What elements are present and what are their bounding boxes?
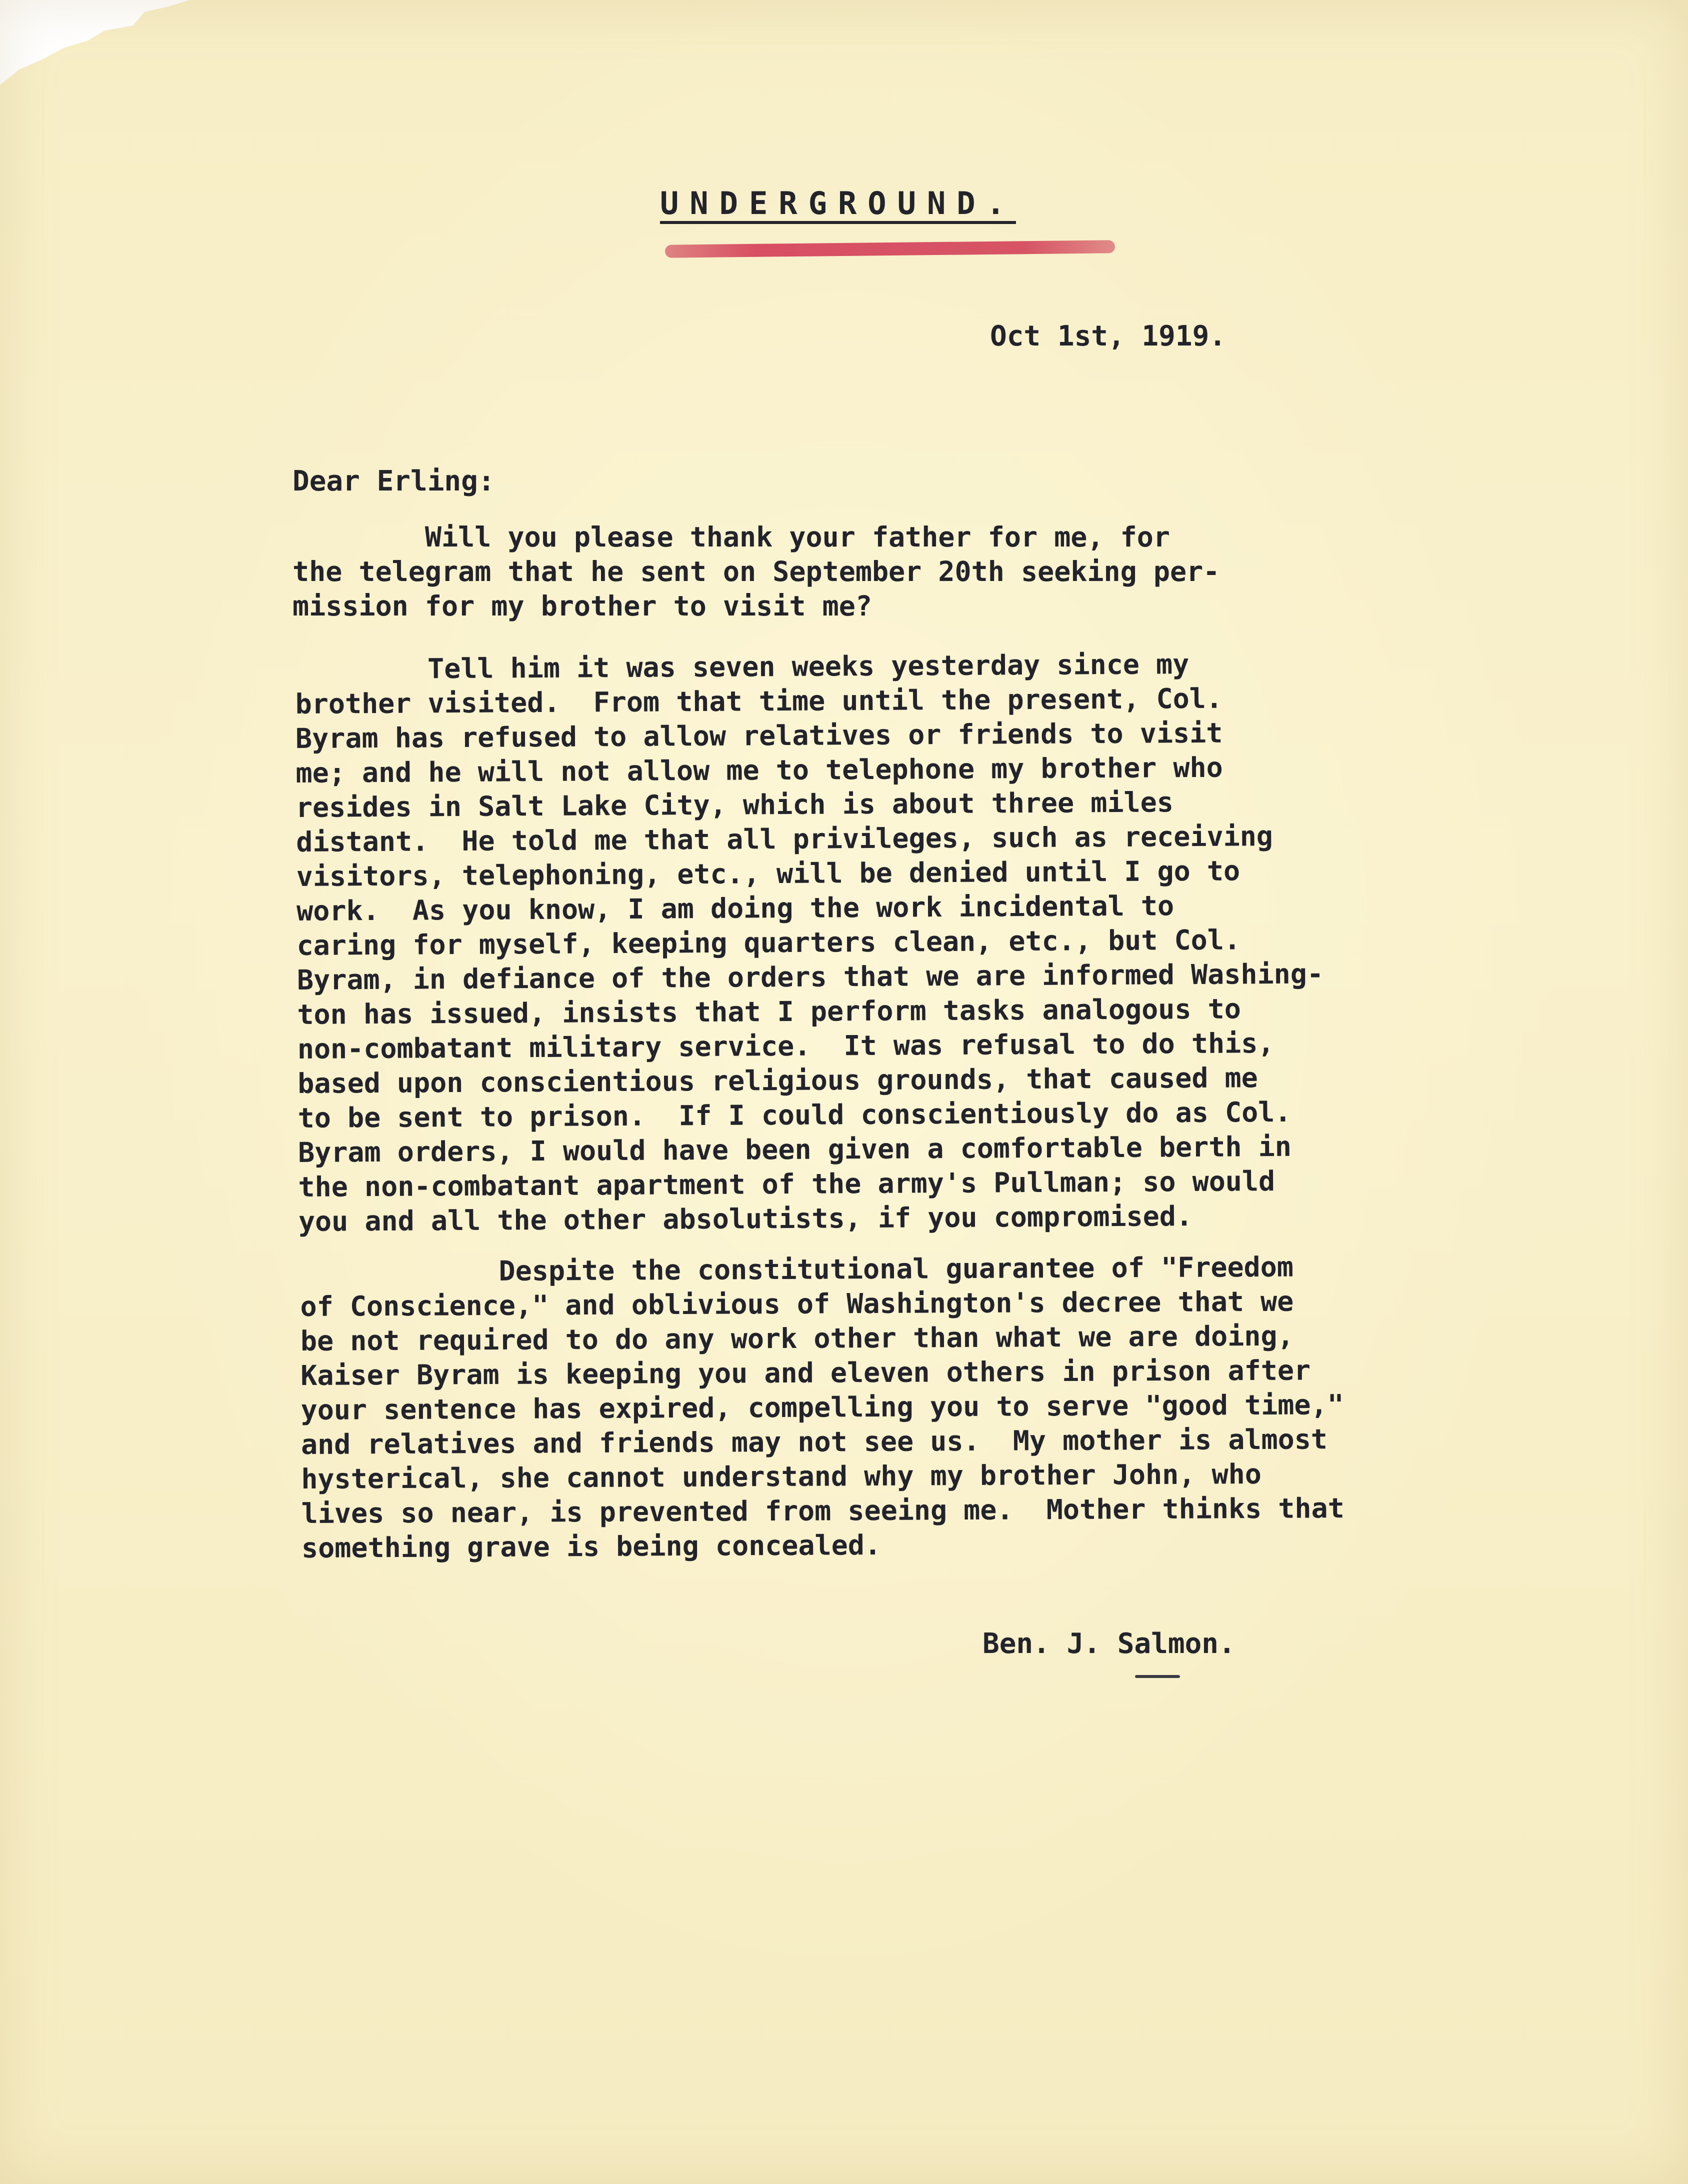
- signature: Ben. J. Salmon.: [982, 1628, 1236, 1660]
- document-heading: UNDERGROUND.: [660, 185, 1016, 222]
- torn-corner: [0, 0, 190, 85]
- signature-underline: [1135, 1675, 1180, 1678]
- paragraph-3: Despite the constitutional guarantee of "Freedom of Conscience," and oblivious of Washington's decree that we be not required to do any work other than what we are doing, Kaiser Byram is keeping you and eleven others in prison after your sentence has expired, compelling you to serve "good time," and relatives and friends may not see us. My mother is almost hysterical, she cannot understand why my brother John, who lives so near, is prevented from seeing me. Mother thinks that something grave is being concealed.: [300, 1250, 1344, 1564]
- paragraph-1: Will you please thank your father for me, for the telegram that he sent on September 20th seeking per- mission for my brother to visit me?: [292, 521, 1220, 622]
- paragraph-2: Tell him it was seven weeks yesterday since my brother visited. From that time until the present, Col. Byram has refused to allow relatives or friends to visit me; and he will not allow me to telephone my brother who resides in Salt Lake City, which is about three miles distant. He told me that all privileges, such as receiving visitors, telephoning, etc., will be denied until I go to work. As you know, I am doing the work incidental to caring for myself, keeping quarters clean, etc., but Col. Byram, in defiance of the orders that we are informed Washing- ton has issued, insists that I perform tasks analogous to non-combatant military service. It was refusal to do this, based upon conscientious religious grounds, that caused me to be sent to prison. If I could conscientiously do as Col. Byram orders, I would have been given a comfortable berth in the non-combatant apartment of the army's Pullman; so would you and all the other absolutists, if you compromised.: [295, 648, 1324, 1238]
- salutation: Dear Erling:: [292, 465, 495, 498]
- heading-block: [660, 185, 1120, 222]
- red-pencil-underline: [665, 240, 1115, 258]
- letter-date: Oct 1st, 1919.: [990, 320, 1226, 352]
